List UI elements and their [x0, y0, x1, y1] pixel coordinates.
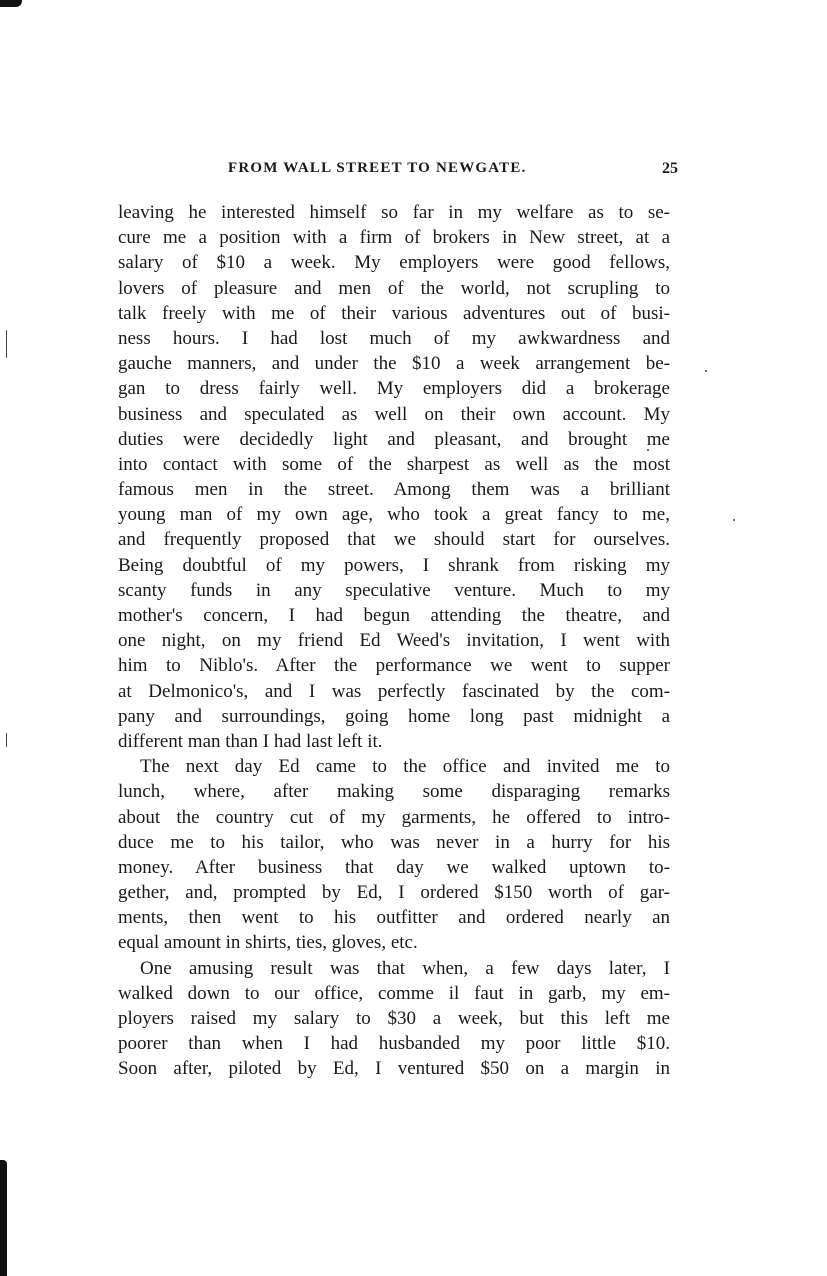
scan-speck [733, 519, 735, 521]
text-line: ness hours. I had lost much of my awkwardness and [118, 327, 670, 349]
text-line: Soon after, piloted by Ed, I ventured $50 on a margin in [118, 1058, 670, 1080]
text-line: into contact with some of the sharpest as well as the most [118, 453, 670, 475]
text-line: salary of $10 a week. My employers were good fellows, [118, 252, 670, 274]
text-line: duce me to his tailor, who was never in a hurry for his [118, 831, 670, 853]
running-head [118, 160, 678, 184]
text-line: scanty funds in any speculative venture. Much to my [118, 579, 670, 601]
text-line: leaving he interested himself so far in my welfare as to se- [118, 202, 670, 223]
text-line: The next day Ed came to the office and invited me to [140, 756, 670, 778]
text-line: equal amount in shirts, ties, gloves, etc. [118, 932, 418, 954]
text-line: mother's concern, I had begun attending the theatre, and [118, 605, 670, 626]
text-line: different man than I had last left it. [118, 730, 383, 752]
text-line: lovers of pleasure and men of the world, not scrupling to [118, 277, 670, 299]
text-line: cure me a position with a firm of brokers in New street, at a [118, 227, 670, 249]
text-line: young man of my own age, who took a great fancy to me, [118, 504, 670, 526]
text-line: walked down to our office, comme il faut in garb, my em- [118, 982, 670, 1004]
text-line: at Delmonico's, and I was perfectly fascinated by the com- [118, 680, 670, 702]
body-text [118, 200, 670, 1082]
text-line: Being doubtful of my powers, I shrank from risking my [118, 554, 670, 576]
text-line: talk freely with me of their various adventures out of busi- [118, 302, 670, 324]
scan-speck [6, 733, 7, 747]
running-title: FROM WALL STREET TO NEWGATE. [228, 160, 527, 176]
text-line: ployers raised my salary to $30 a week, but this left me [118, 1008, 670, 1029]
text-line: gauche manners, and under the $10 a week arrangement be- [118, 353, 670, 375]
text-line: gether, and, prompted by Ed, I ordered $150 worth of gar- [118, 882, 670, 904]
text-line: money. After business that day we walked uptown to- [118, 856, 670, 878]
text-line: One amusing result was that when, a few days later, I [140, 957, 670, 979]
text-line: one night, on my friend Ed Weed's invitation, I went with [118, 630, 670, 652]
text-line: pany and surroundings, going home long past midnight a [118, 705, 670, 727]
scan-speck [6, 330, 7, 358]
text-line: lunch, where, after making some disparaging remarks [118, 781, 670, 803]
scan-edge-mark [0, 0, 22, 7]
text-line: and frequently proposed that we should start for ourselves. [118, 529, 670, 551]
text-line: about the country cut of my garments, he offered to intro- [118, 806, 670, 828]
text-line: duties were decidedly light and pleasant, and brought me [118, 428, 670, 450]
scan-speck [705, 370, 707, 372]
text-line: gan to dress fairly well. My employers did a brokerage [118, 378, 670, 400]
scan-edge-mark [0, 1160, 7, 1276]
text-line: poorer than when I had husbanded my poor little $10. [118, 1033, 670, 1055]
text-line: famous men in the street. Among them was a brilliant [118, 479, 670, 501]
text-line: him to Niblo's. After the performance we went to supper [118, 655, 670, 677]
text-line: ments, then went to his outfitter and ordered nearly an [118, 907, 670, 929]
text-line: business and speculated as well on their own account. My [118, 403, 670, 425]
page-number: 25 [662, 160, 678, 177]
